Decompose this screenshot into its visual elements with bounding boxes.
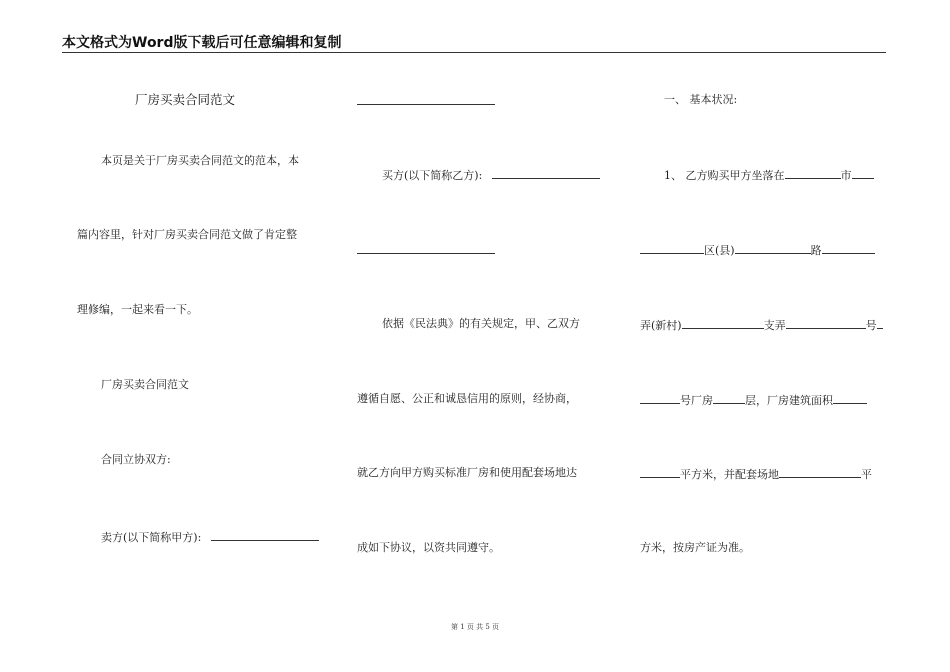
district-blank-2 [640, 242, 704, 254]
intro-line-1: 本页是关于厂房买卖合同范文的范本，本 [101, 154, 299, 167]
contract-subtitle: 厂房买卖合同范文 [101, 378, 189, 391]
item-1-prefix: 1、 乙方购买甲方坐落在 [664, 169, 785, 182]
area-blank-2 [640, 466, 680, 478]
district-label: 区(县) [704, 244, 735, 257]
buyer-label: 买方(以下简称乙方): [382, 169, 483, 182]
section-basic-status: 一、 基本状况: [664, 93, 738, 106]
document-header: 本文格式为Word版下载后可任意编辑和复制 [62, 35, 342, 51]
lane-label: 弄(新村) [640, 319, 682, 332]
header-divider [62, 52, 886, 53]
basis-line-4: 成如下协议，以资共同遵守。 [357, 541, 500, 554]
certificate-line: 方米，按房产证为准。 [640, 541, 750, 554]
road-blank [735, 242, 811, 254]
seller-name-blank [211, 529, 319, 541]
number-label: 号 [865, 319, 877, 332]
parties-label: 合同立协双方: [101, 453, 171, 466]
page-footer: 第 1 页 共 5 页 [450, 623, 500, 631]
seller-label: 卖方(以下简称甲方): [101, 531, 202, 544]
seller-name-continuation-line [357, 93, 495, 109]
district-blank-1 [852, 167, 874, 179]
basis-line-2: 遵循自愿、公正和诚恳信用的原则，经协商， [357, 392, 577, 405]
lane-blank-1 [822, 242, 875, 254]
basis-line-1: 依据《民法典》的有关规定，甲、乙双方 [382, 317, 580, 330]
building-line [640, 392, 867, 408]
sqm-unit-start: 平 [861, 468, 872, 481]
seller-line [101, 529, 319, 545]
sqm-field-label: 平方米，并配套场地 [680, 468, 779, 481]
number-tail-blank [877, 317, 883, 329]
document-title: 厂房买卖合同范文 [135, 92, 236, 107]
site-area-blank [779, 466, 861, 478]
area-blank [833, 392, 867, 404]
building-no-label: 号厂房 [680, 394, 713, 407]
lane-blank-2 [682, 317, 764, 329]
buyer-line [382, 167, 600, 183]
building-no-blank [640, 392, 680, 404]
city-label: 市 [840, 169, 852, 182]
city-blank [785, 167, 841, 179]
buyer-name-continuation-line [357, 242, 495, 258]
area-line [640, 466, 872, 482]
number-blank [786, 317, 866, 329]
intro-line-3: 理修编，一起来看一下。 [77, 303, 198, 316]
basis-line-3: 就乙方向甲方购买标准厂房和使用配套场地达 [357, 466, 577, 479]
lane-line [640, 317, 883, 333]
intro-line-2: 篇内容里，针对厂房买卖合同范文做了肯定整 [77, 228, 297, 241]
buyer-name-blank-2 [357, 242, 495, 254]
floor-label: 层，厂房建筑面积 [745, 394, 833, 407]
branch-lane-label: 支弄 [763, 319, 786, 332]
district-road-line [640, 242, 875, 258]
item-1-line [664, 167, 874, 183]
road-label: 路 [810, 244, 822, 257]
seller-name-blank-2 [357, 93, 495, 105]
floor-blank [713, 392, 745, 404]
buyer-name-blank [492, 167, 600, 179]
